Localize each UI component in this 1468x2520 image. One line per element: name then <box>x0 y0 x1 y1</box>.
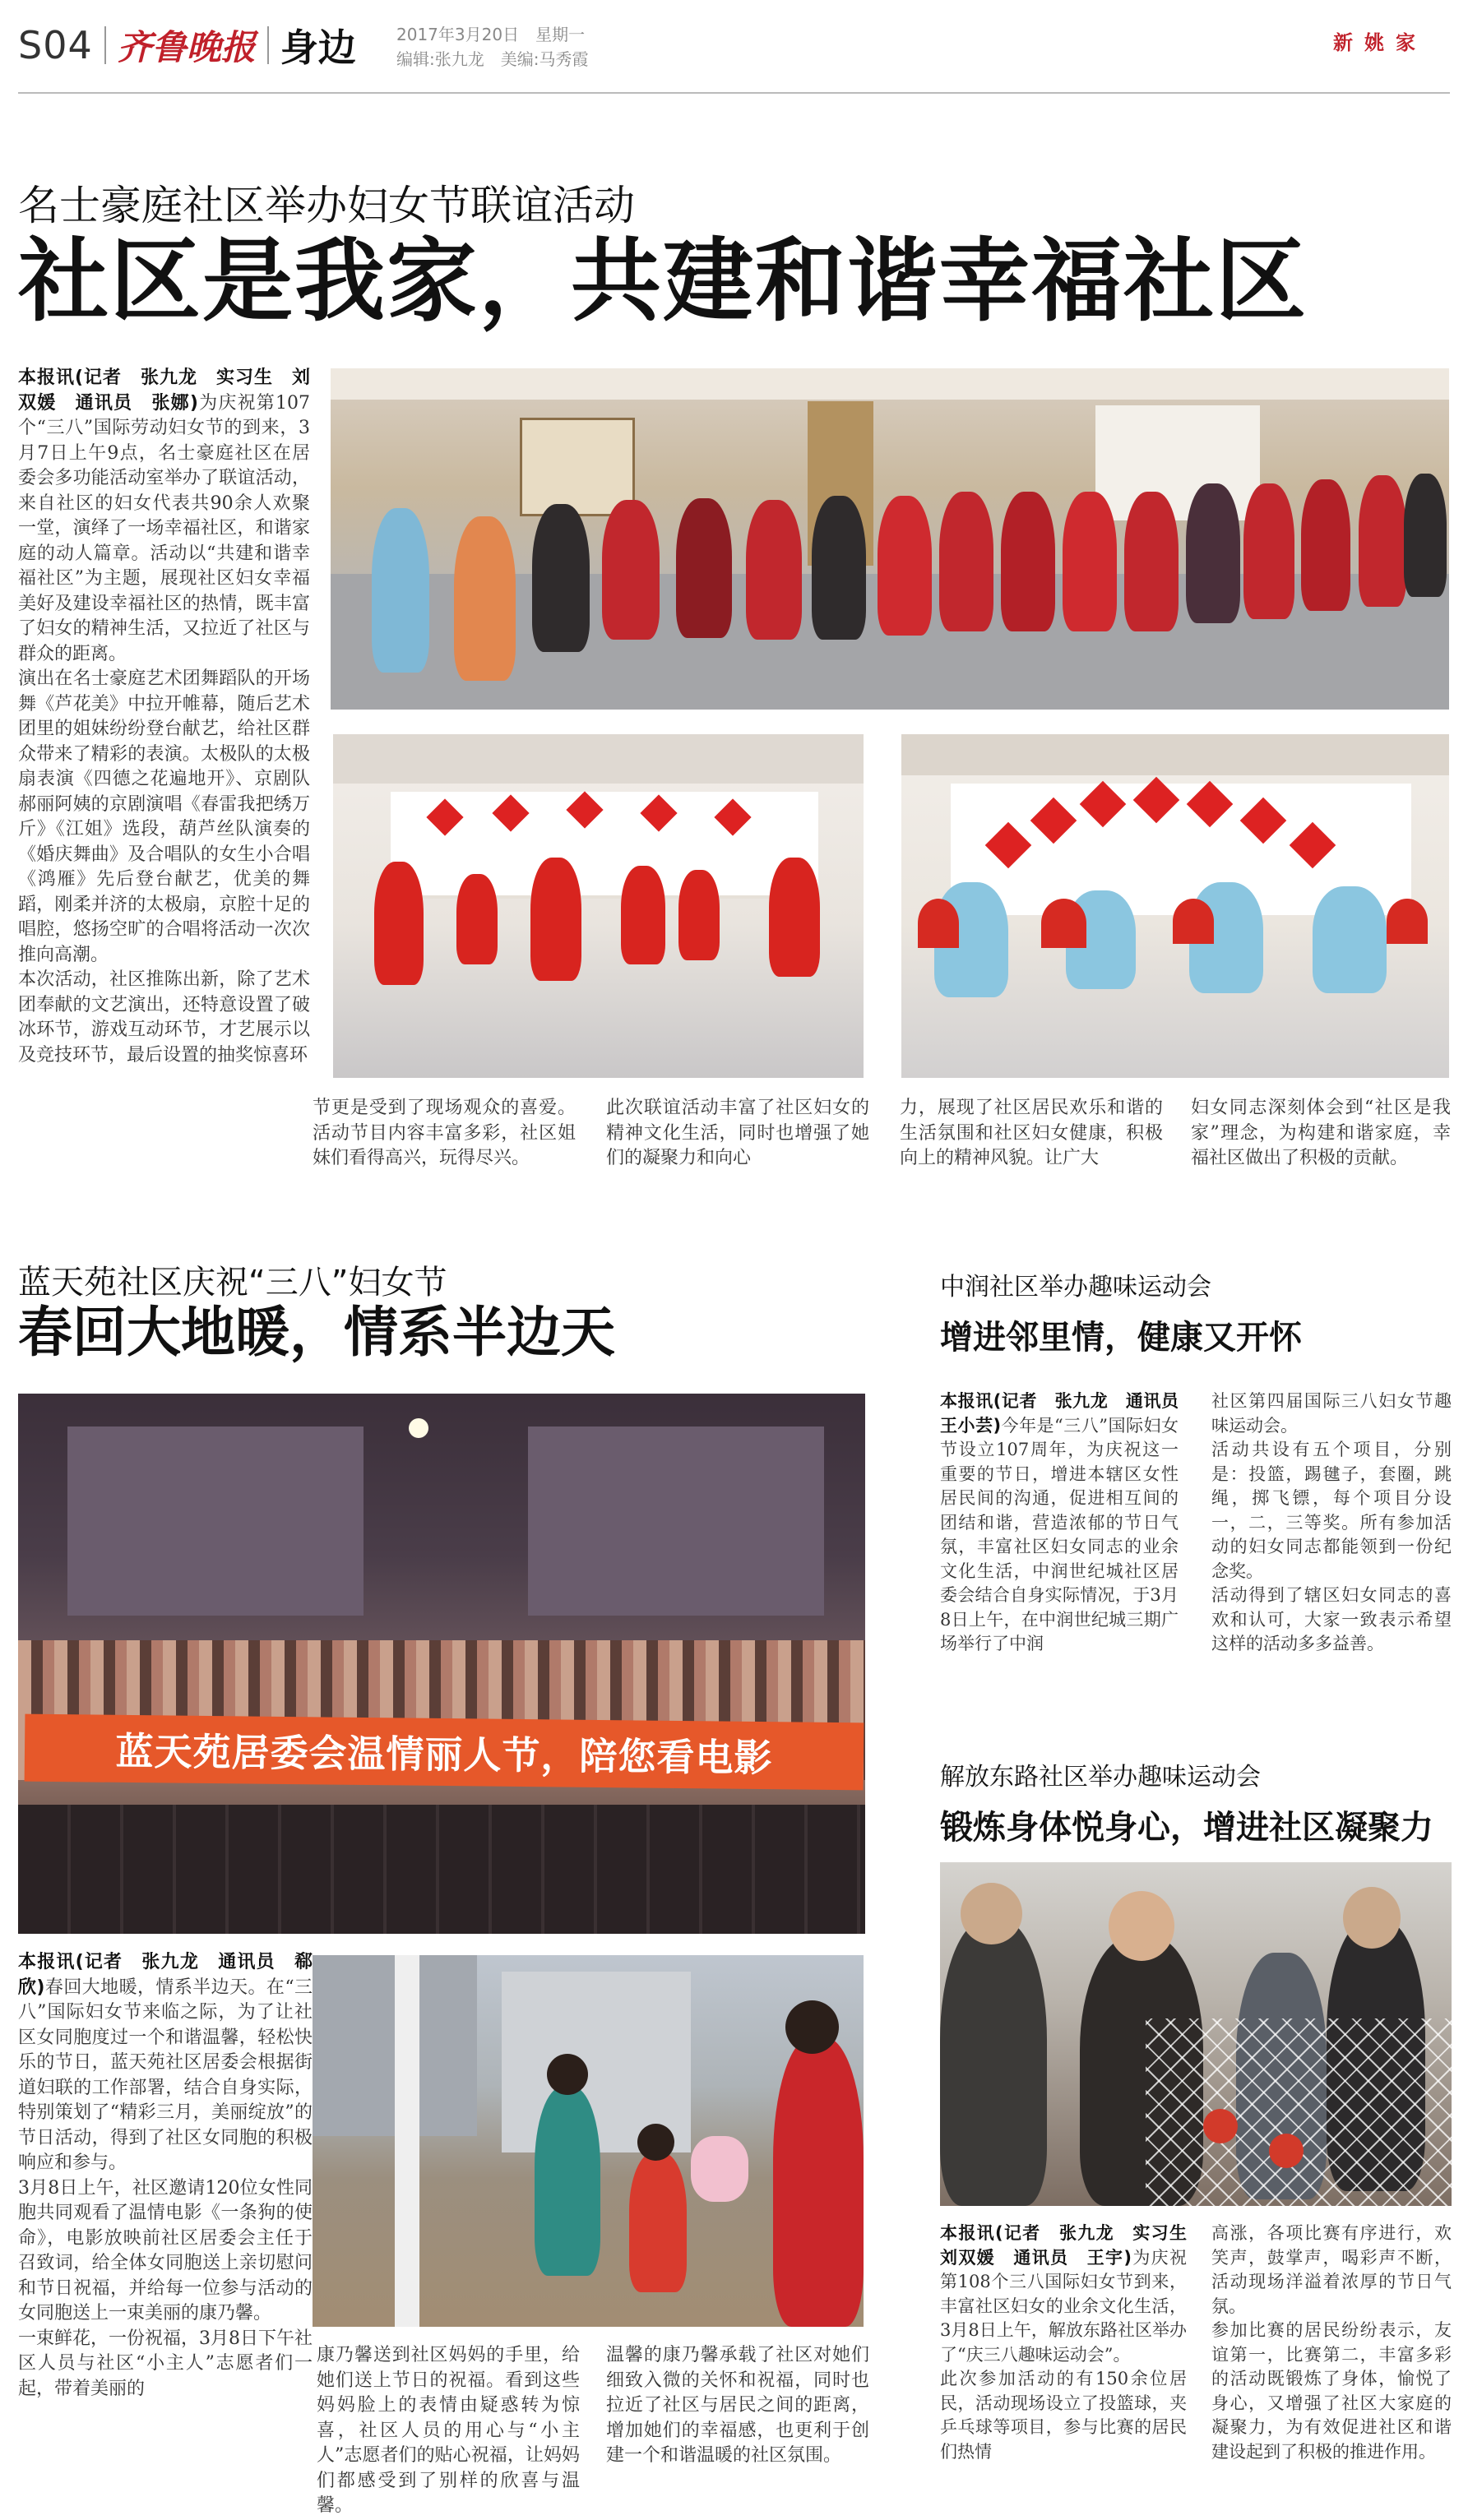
cinema-banner-text: 蓝天苑居委会温情丽人节，陪您看电影 <box>115 1728 773 1781</box>
article4-headline: 锻炼身体悦身心，增进社区凝聚力 <box>940 1809 1433 1847</box>
sports-photo <box>940 1862 1452 2206</box>
article2-body-col3: 温馨的康乃馨承载了社区对她们细致入微的关怀和祝福，同时也拉近了社区与居民之间的距离，增加她们的幸福感，也更利于创建一个和谐温暖的社区氛围。 <box>606 2345 869 2466</box>
group-photo <box>331 368 1449 710</box>
article2-body-left: 本报讯(记者 张九龙 通讯员 郗欣)春回大地暖，情系半边天。在“三八”国际妇女节来临之际，为了让社区女同胞度过一个和谐温馨，轻松快乐的节日，蓝天苑社区居委会根据街道妇联的工作部署，结合自身实际，特别策划了“精彩三月，美丽绽放”的节日活动，得到了社区女同胞的积极响应和参与。 3月8日上午，社区邀请120位女性同胞共同观看了温情电影《一条狗的使命》，电影放映前社区居委会主任于召致词，给全体女同胞送上亲切慰问和节日祝福，并给每一位参与活动的女同胞送上一束美丽的康乃馨。 一束鲜花，一份祝福，3月8日下午社区人员与社区“小主人”志愿者们一起，带着美丽的 <box>18 1952 313 2399</box>
article1-kicker: 名士豪庭社区举办妇女节联谊活动 <box>18 182 635 229</box>
page-number: S04 <box>18 23 93 67</box>
section-title: 身边 <box>280 25 356 70</box>
article3-byline: 本报讯(记者 张九龙 通讯员 王小芸) <box>940 1391 1196 1436</box>
article1-body-col5: 妇女同志深刻体会到“社区是我家”理念，为构建和谐家庭，幸福社区做出了积极的贡献。 <box>1191 1098 1451 1168</box>
article1-headline: 社区是我家，共建和谐幸福社区 <box>18 229 1308 334</box>
article1-body-col4: 力，展现了社区居民欢乐和谐的生活氛围和社区妇女健康，积极向上的精神风貌。让广大 <box>900 1098 1163 1168</box>
fan-dance-photo <box>901 734 1449 1078</box>
article4-body-right: 高涨，各项比赛有序进行，欢笑声，鼓掌声，喝彩声不断，活动现场洋溢着浓厚的节日气氛。 参加比赛的居民纷纷表示，友谊第一，比赛第二，丰富多彩的活动既锻炼了身体，愉悦了身心，又增强了社区大家庭的凝聚力，为有效促进社区和谐建设起到了积极的推进作用。 <box>1211 2223 1452 2462</box>
article1-byline: 本报讯(记者 张九龙 实习生 刘双媛 通讯员 张娜) <box>18 368 310 414</box>
article1-body-col2: 节更是受到了现场观众的喜爱。活动节目内容丰富多彩，社区姐妹们看得高兴，玩得尽兴。 <box>313 1098 576 1168</box>
divider <box>104 26 106 64</box>
issue-date: 2017年3月20日 星期一 <box>396 25 586 44</box>
article3-kicker: 中润社区举办趣味运动会 <box>940 1273 1211 1302</box>
newspaper-logo: 齐鲁晚报 <box>117 27 256 67</box>
column-tag: 新姚家 <box>1333 31 1427 54</box>
article4-body-left: 本报讯(记者 张九龙 实习生 刘双媛 通讯员 王宇)为庆祝第108个三八国际妇女节到来，丰富社区妇女的业余文化生活，3月8日上午，解放东路社区举办了“庆三八趣味运动会”。 此次参加活动的有150余位居民，活动现场设立了投篮球，夹乒乓球等项目，参与比赛的居民们热情 <box>940 2223 1204 2462</box>
header-rule <box>18 92 1450 94</box>
article3-body-right: 社区第四届国际三八妇女节趣味运动会。 活动共设有五个项目，分别是：投篮，踢毽子，套圈，跳绳，掷飞镖，每个项目分设一，二，三等奖。所有参加活动的妇女同志都能领到一份纪念奖。 活动得到了辖区妇女同志的喜欢和认可，大家一致表示希望这样的活动多多益善。 <box>1211 1391 1452 1653</box>
article2-byline: 本报讯(记者 张九龙 通讯员 郗欣) <box>18 1952 313 1998</box>
article2-kicker: 蓝天苑社区庆祝“三八”妇女节 <box>18 1264 447 1302</box>
article2-headline: 春回大地暖，情系半边天 <box>18 1301 615 1364</box>
article1-body-col3: 此次联谊活动丰富了社区妇女的精神文化生活，同时也增强了她们的凝聚力和向心 <box>606 1098 869 1168</box>
article2-body-col2: 康乃馨送到社区妈妈的手里，给她们送上节日的祝福。看到这些妈妈脸上的表情由疑惑转为惊喜，社区人员的用心与“小主人”志愿者们的贴心祝福，让妈妈们都感受到了别样的欣喜与温馨。 <box>317 2345 580 2516</box>
dance-photo <box>333 734 864 1078</box>
flower-giving-photo <box>313 1955 864 2327</box>
article1-body-left: 本报讯(记者 张九龙 实习生 刘双媛 通讯员 张娜)为庆祝第107个“三八”国际劳动妇女节的到来，3月7日上午9点，名士豪庭社区在居委会多功能活动室举办了联谊活动，来自社区的妇女代表共90余人欢聚一堂，演绎了一场幸福社区，和谐家庭的动人篇章。活动以“共建和谐幸福社区”为主题，展现社区妇女幸福美好及建设幸福社区的热情，既丰富了妇女的精神生活，又拉近了社区与群众的距离。 演出在名士豪庭艺术团舞蹈队的开场舞《芦花美》中拉开帷幕，随后艺术团里的姐妹纷纷登台献艺，给社区群众带来了精彩的表演。太极队的太极扇表演《四德之花遍地开》、京剧队郝丽阿姨的京剧演唱《春雷我把绣万斤》《江姐》选段，葫芦丝队演奏的《婚庆舞曲》及合唱队的女生小合唱《鸿雁》先后登台献艺，优美的舞蹈，刚柔并济的太极扇，京腔十足的唱腔，悠扬空旷的合唱将活动一次次推向高潮。 本次活动，社区推陈出新，除了艺术团奉献的文艺演出，还特意设置了破冰环节，游戏互动环节，才艺展示以及竞技环节，最后设置的抽奖惊喜环 <box>18 368 310 1066</box>
masthead <box>18 18 356 72</box>
article3-headline: 增进邻里情，健康又开怀 <box>940 1319 1302 1357</box>
editor-credits: 编辑:张九龙 美编:马秀霞 <box>396 49 589 69</box>
article4-kicker: 解放东路社区举办趣味运动会 <box>940 1763 1261 1792</box>
article4-byline: 本报讯(记者 张九龙 实习生 刘双媛 通讯员 王宇) <box>940 2223 1204 2268</box>
cinema-photo <box>18 1394 865 1934</box>
divider <box>267 26 269 64</box>
article3-body-left: 本报讯(记者 张九龙 通讯员 王小芸)今年是“三八”国际妇女节设立107周年，为庆祝这一重要的节日，增进本辖区女性居民间的沟通，促进相互间的团结和谐，营造浓郁的节日气氛，丰富社区妇女同志的业余文化生活，中润世纪城社区居委会结合自身实际情况，于3月8日上午，在中润世纪城三期广场举行了中润 <box>940 1391 1196 1653</box>
